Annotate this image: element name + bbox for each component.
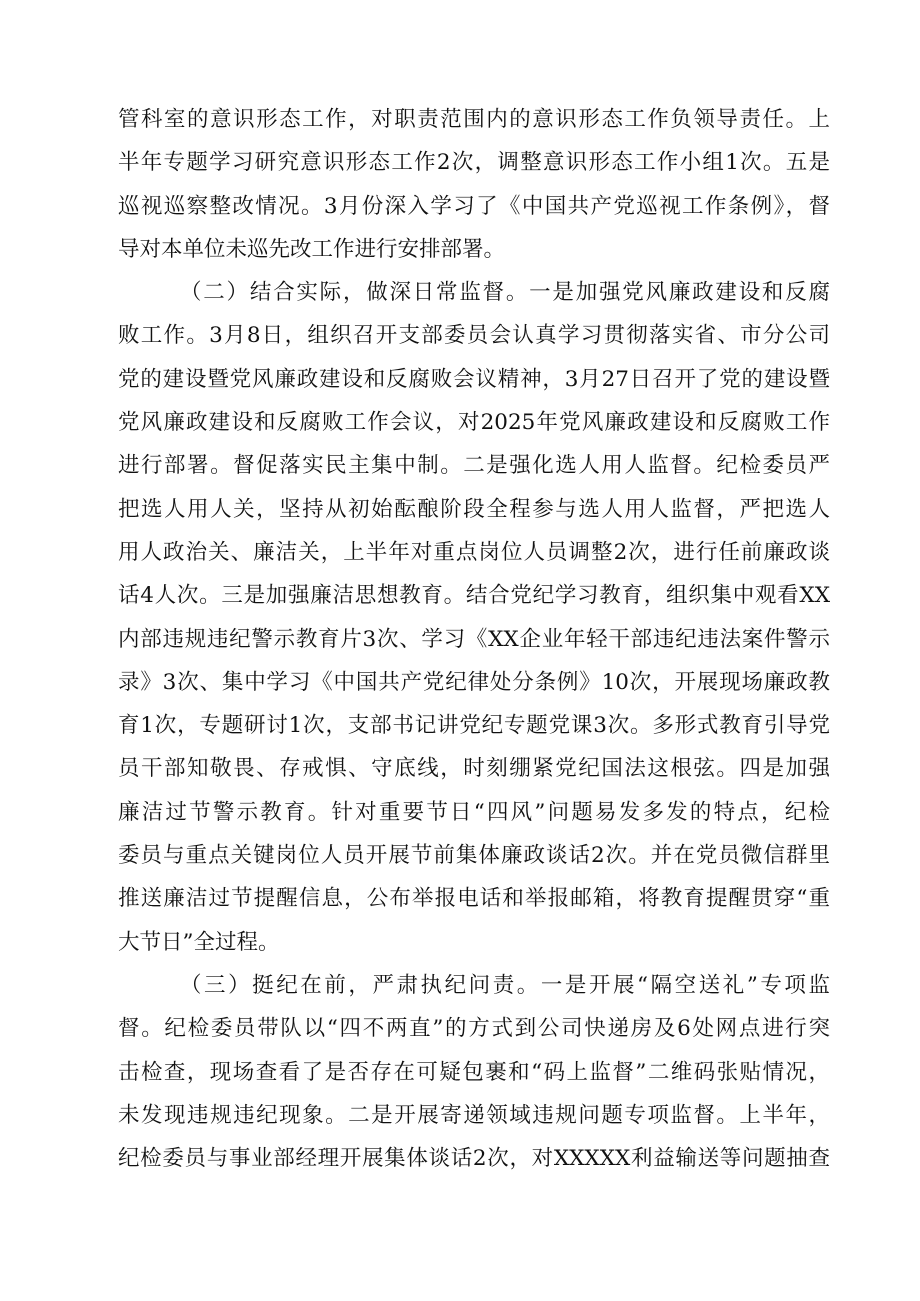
text-line: 管科室的意识形态工作，对职责范围内的意识形态工作负领导责任。上 <box>118 107 830 132</box>
paragraph-ideology-and-inspection <box>118 98 830 271</box>
paragraph-daily-supervision <box>118 271 830 964</box>
text-line: 廉洁过节警示教育。针对重要节日“四风”问题易发多发的特点，纪检 <box>118 799 830 825</box>
text-line: 内部违规违纪警示教育片3次、学习《XX企业年轻干部违纪违法案件警示 <box>118 626 830 652</box>
section-heading-line: （二）结合实际，做深日常监督。一是加强党风廉政建设和反腐 <box>180 280 830 306</box>
text-line: 纪检委员与事业部经理开展集体谈话2次，对XXXXX利益输送等问题抽查 <box>118 1146 830 1172</box>
text-line: 党的建设暨党风廉政建设和反腐败会议精神，3月27日召开了党的建设暨 <box>118 366 830 392</box>
paragraph-discipline-accountability <box>118 964 830 1180</box>
text-line: 巡视巡察整改情况。3月份深入学习了《中国共产党巡视工作条例》，督 <box>118 193 830 219</box>
text-line: 员干部知敬畏、存戒惧、守底线，时刻绷紧党纪国法这根弦。四是加强 <box>118 756 830 782</box>
text-line: 进行部署。督促落实民主集中制。二是强化选人用人监督。纪检委员严 <box>118 453 830 479</box>
text-line: 导对本单位未巡先改工作进行安排部署。 <box>118 236 506 262</box>
text-line: 委员与重点关键岗位人员开展节前集体廉政谈话2次。并在党员微信群里 <box>118 843 830 869</box>
text-line: 话4人次。三是加强廉洁思想教育。结合党纪学习教育，组织集中观看XX <box>118 583 830 609</box>
text-line: 击检查，现场查看了是否存在可疑包裹和“码上监督”二维码张贴情况， <box>118 1059 830 1085</box>
text-line: 党风廉政建设和反腐败工作会议，对2025年党风廉政建设和反腐败工作 <box>118 410 830 436</box>
text-line: 未发现违规违纪现象。二是开展寄递领域违规问题专项监督。上半年， <box>118 1102 830 1128</box>
text-line: 半年专题学习研究意识形态工作2次，调整意识形态工作小组1次。五是 <box>118 150 830 176</box>
text-line: 败工作。3月8日，组织召开支部委员会认真学习贯彻落实省、市分公司 <box>118 323 830 349</box>
text-line: 用人政治关、廉洁关，上半年对重点岗位人员调整2次，进行任前廉政谈 <box>118 539 830 565</box>
text-line: 推送廉洁过节提醒信息，公布举报电话和举报邮箱，将教育提醒贯穿“重 <box>118 886 830 912</box>
text-line: 把选人用人关，坚持从初始酝酿阶段全程参与选人用人监督，严把选人 <box>118 496 830 522</box>
text-line: 录》3次、集中学习《中国共产党纪律处分条例》10次，开展现场廉政教 <box>118 669 830 695</box>
text-line: 大节日”全过程。 <box>118 929 280 955</box>
text-line: 督。纪检委员带队以“四不两直”的方式到公司快递房及6处网点进行突 <box>118 1016 830 1042</box>
document-body <box>118 98 830 1180</box>
section-heading-line: （三）挺纪在前，严肃执纪问责。一是开展“隔空送礼”专项监 <box>180 972 830 998</box>
text-line: 育1次，专题研讨1次，支部书记讲党纪专题党课3次。多形式教育引导党 <box>118 713 830 739</box>
